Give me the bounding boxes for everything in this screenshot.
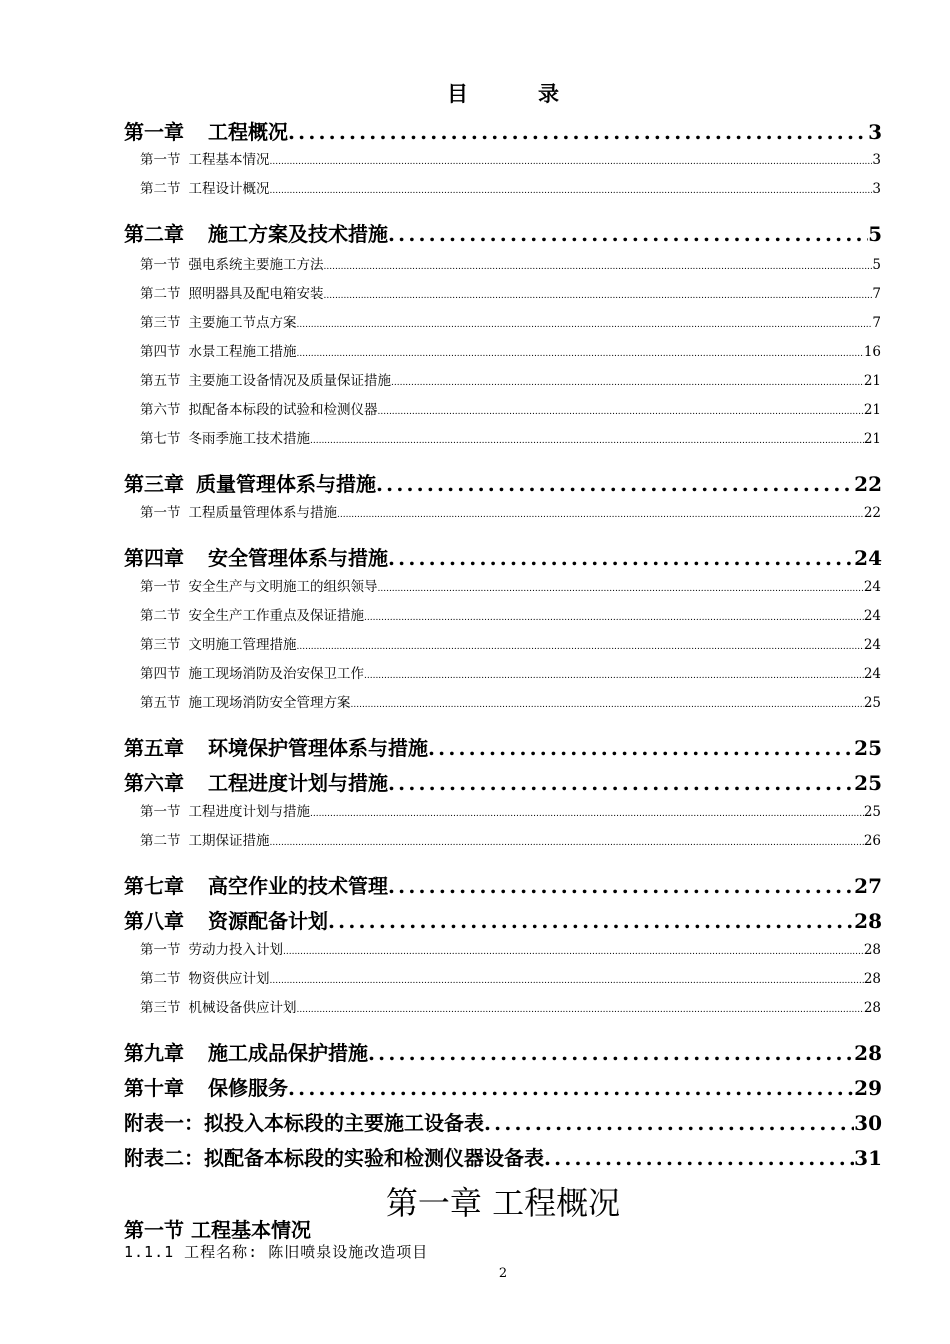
toc-leader-dots — [270, 157, 873, 167]
toc-entry-text: 拟配备本标段的实验和检测仪器设备表 — [204, 1146, 544, 1170]
toc-page-number: 25 — [863, 804, 881, 820]
toc-entry-number: 第三节 — [140, 315, 181, 331]
toc-entry-title — [124, 870, 388, 898]
toc-entry-title — [140, 501, 337, 521]
toc-title — [0, 78, 950, 108]
toc-page-number: 28 — [863, 971, 881, 987]
toc-entry-text: 冬雨季施工技术措施 — [188, 431, 310, 447]
toc-entry-text: 工程进度计划与措施 — [188, 804, 310, 820]
toc-entry-text: 工程基本情况 — [188, 152, 270, 168]
toc-entry-number: 第七章 — [124, 874, 184, 898]
toc-chapter-entry[interactable] — [124, 1072, 882, 1100]
project-name-paragraph: 1.1.1 工程名称: 陈旧喷泉设施改造项目 — [124, 1243, 429, 1261]
toc-entry-number: 第五节 — [140, 695, 181, 711]
toc-page-number: 16 — [863, 344, 881, 360]
toc-entry-number: 第二节 — [140, 971, 181, 987]
toc-entry-text: 环境保护管理体系与措施 — [208, 736, 428, 760]
toc-section-entry[interactable] — [140, 829, 881, 849]
page-number: 2 — [498, 1266, 508, 1281]
toc-leader-dots — [270, 186, 873, 196]
toc-page-number: 24 — [863, 579, 881, 595]
toc-leader-dots — [368, 1041, 854, 1065]
toc-leader-dots — [388, 771, 854, 795]
toc-chapter-entry[interactable] — [124, 905, 882, 933]
toc-leader-dots — [376, 472, 854, 496]
toc-entry-text: 物资供应计划 — [188, 971, 270, 987]
toc-entry-title — [140, 938, 283, 958]
toc-entry-title — [140, 604, 364, 624]
toc-entry-text: 机械设备供应计划 — [188, 1000, 297, 1016]
toc-entry-title — [140, 800, 310, 820]
toc-entry-title — [124, 1072, 288, 1100]
toc-entry-text: 照明器具及配电箱安装 — [188, 286, 324, 302]
toc-section-entry[interactable] — [140, 369, 881, 389]
toc-leader-dots — [283, 947, 864, 957]
toc-entry-title — [140, 311, 297, 331]
toc-section-entry[interactable] — [140, 501, 881, 521]
toc-leader-dots — [388, 546, 854, 570]
toc-entry-title — [124, 1037, 368, 1065]
toc-page-number: 7 — [872, 315, 881, 331]
toc-section-entry[interactable] — [140, 253, 881, 273]
toc-entry-title — [140, 282, 324, 302]
section-heading: 第一节 工程基本情况 — [124, 1218, 311, 1242]
toc-entry-text: 资源配备计划 — [208, 909, 328, 933]
toc-chapter-entry[interactable] — [124, 116, 882, 144]
toc-chapter-entry[interactable] — [124, 218, 882, 246]
toc-entry-title — [140, 691, 351, 711]
toc-entry-number: 第一节 — [140, 942, 181, 958]
toc-entry-text: 水景工程施工措施 — [188, 344, 297, 360]
toc-page-number: 5 — [872, 257, 881, 273]
toc-chapter-entry[interactable] — [124, 732, 882, 760]
toc-entry-number: 第一章 — [124, 120, 184, 144]
toc-entry-title — [140, 253, 324, 273]
toc-leader-dots — [364, 671, 864, 681]
toc-section-entry[interactable] — [140, 177, 881, 197]
toc-entry-number: 第一节 — [140, 804, 181, 820]
toc-entry-text: 工程进度计划与措施 — [208, 771, 388, 795]
toc-entry-title — [124, 116, 288, 144]
toc-section-entry[interactable] — [140, 691, 881, 711]
toc-entry-number: 第五节 — [140, 373, 181, 389]
toc-entry-text: 拟配备本标段的试验和检测仪器 — [188, 402, 378, 418]
toc-entry-number: 第四节 — [140, 344, 181, 360]
toc-entry-title — [140, 967, 270, 987]
toc-entry-title — [124, 468, 376, 496]
toc-leader-dots — [297, 349, 864, 359]
toc-entry-text: 高空作业的技术管理 — [208, 874, 388, 898]
toc-entry-number: 第十章 — [124, 1076, 184, 1100]
toc-entry-title — [124, 542, 388, 570]
toc-leader-dots — [388, 874, 854, 898]
toc-entry-number: 附表二： — [124, 1146, 204, 1170]
toc-section-entry[interactable] — [140, 662, 881, 682]
toc-entry-text: 施工现场消防安全管理方案 — [188, 695, 351, 711]
toc-entry-text: 工程质量管理体系与措施 — [188, 505, 337, 521]
toc-entry-number: 第五章 — [124, 736, 184, 760]
toc-leader-dots — [328, 909, 854, 933]
toc-page-number: 25 — [863, 695, 881, 711]
toc-entry-number: 第九章 — [124, 1041, 184, 1065]
toc-page-number: 27 — [854, 874, 882, 898]
toc-leader-dots — [270, 838, 864, 848]
toc-chapter-entry[interactable] — [124, 1037, 882, 1065]
toc-entry-title — [140, 340, 297, 360]
toc-section-entry[interactable] — [140, 148, 881, 168]
toc-title-part-2: 录 — [538, 81, 559, 106]
toc-entry-number: 第六节 — [140, 402, 181, 418]
toc-page-number: 22 — [854, 472, 882, 496]
toc-entry-title — [124, 905, 328, 933]
toc-entry-number: 第二节 — [140, 286, 181, 302]
toc-entry-title — [140, 662, 364, 682]
toc-page-number: 28 — [863, 942, 881, 958]
toc-entry-text: 保修服务 — [208, 1076, 288, 1100]
toc-entry-text: 工程设计概况 — [188, 181, 270, 197]
toc-chapter-entry[interactable] — [124, 468, 882, 496]
toc-section-entry[interactable] — [140, 938, 881, 958]
toc-chapter-entry[interactable] — [124, 542, 882, 570]
toc-entry-number: 第二节 — [140, 608, 181, 624]
toc-entry-title — [140, 633, 297, 653]
toc-leader-dots — [297, 1005, 864, 1015]
toc-leader-dots — [391, 378, 864, 388]
toc-entry-number: 第二节 — [140, 181, 181, 197]
toc-page-number: 21 — [863, 402, 881, 418]
toc-section-entry[interactable] — [140, 633, 881, 653]
toc-entry-text: 拟投入本标段的主要施工设备表 — [204, 1111, 484, 1135]
toc-entry-text: 文明施工管理措施 — [188, 637, 297, 653]
toc-page-number: 25 — [854, 771, 882, 795]
toc-page-number: 24 — [854, 546, 882, 570]
toc-page-number: 22 — [863, 505, 881, 521]
toc-leader-dots — [364, 613, 864, 623]
toc-leader-dots — [297, 642, 864, 652]
toc-page-number: 3 — [872, 152, 881, 168]
toc-leader-dots — [324, 291, 873, 301]
toc-entry-text: 施工方案及技术措施 — [208, 222, 388, 246]
toc-entry-number: 第三节 — [140, 1000, 181, 1016]
chapter-heading: 第一章 工程概况 — [385, 1184, 621, 1222]
toc-leader-dots — [288, 120, 868, 144]
toc-entry-text: 安全管理体系与措施 — [208, 546, 388, 570]
toc-page-number: 30 — [854, 1111, 882, 1135]
toc-entry-number: 第二章 — [124, 222, 184, 246]
toc-entry-title — [124, 1142, 544, 1170]
toc-chapter-entry[interactable] — [124, 767, 882, 795]
toc-entry-text: 主要施工设备情况及质量保证措施 — [188, 373, 391, 389]
toc-page-number: 5 — [868, 222, 882, 246]
toc-entry-text: 工期保证措施 — [188, 833, 270, 849]
toc-entry-number: 第一节 — [140, 257, 181, 273]
toc-entry-number: 第四节 — [140, 666, 181, 682]
toc-chapter-entry[interactable] — [124, 1142, 882, 1170]
toc-title-part-1: 目 — [447, 81, 468, 106]
toc-page-number: 25 — [854, 736, 882, 760]
toc-entry-title — [124, 218, 388, 246]
toc-entry-number: 附表一： — [124, 1111, 204, 1135]
toc-section-entry[interactable] — [140, 398, 881, 418]
toc-section-entry[interactable] — [140, 311, 881, 331]
toc-page-number: 28 — [854, 1041, 882, 1065]
toc-leader-dots — [324, 262, 873, 272]
toc-section-entry[interactable] — [140, 282, 881, 302]
toc-section-entry[interactable] — [140, 967, 881, 987]
toc-entry-text: 安全生产与文明施工的组织领导 — [188, 579, 378, 595]
toc-entry-number: 第七节 — [140, 431, 181, 447]
toc-entry-title — [140, 427, 310, 447]
toc-page-number: 26 — [863, 833, 881, 849]
toc-entry-text: 质量管理体系与措施 — [196, 472, 376, 496]
toc-page-number: 7 — [872, 286, 881, 302]
toc-leader-dots — [337, 510, 864, 520]
toc-section-entry[interactable] — [140, 575, 881, 595]
toc-entry-text: 强电系统主要施工方法 — [188, 257, 324, 273]
toc-entry-number: 第三章 — [124, 472, 184, 496]
toc-page-number: 24 — [863, 637, 881, 653]
toc-section-entry[interactable] — [140, 427, 881, 447]
toc-page-number: 21 — [863, 373, 881, 389]
toc-entry-title — [140, 575, 378, 595]
toc-entry-text: 主要施工节点方案 — [188, 315, 297, 331]
toc-section-entry[interactable] — [140, 996, 881, 1016]
toc-page-number: 3 — [868, 120, 882, 144]
toc-leader-dots — [388, 222, 868, 246]
toc-page-number: 31 — [854, 1146, 882, 1170]
toc-entry-number: 第四章 — [124, 546, 184, 570]
toc-entry-title — [140, 829, 270, 849]
toc-section-entry[interactable] — [140, 800, 881, 820]
toc-leader-dots — [288, 1076, 854, 1100]
toc-entry-number: 第八章 — [124, 909, 184, 933]
toc-leader-dots — [544, 1146, 854, 1170]
toc-entry-text: 施工成品保护措施 — [208, 1041, 368, 1065]
toc-entry-number: 第六章 — [124, 771, 184, 795]
toc-leader-dots — [310, 809, 864, 819]
toc-entry-number: 第三节 — [140, 637, 181, 653]
toc-leader-dots — [270, 976, 864, 986]
toc-leader-dots — [310, 436, 864, 446]
toc-page-number: 21 — [863, 431, 881, 447]
toc-entry-title — [140, 177, 270, 197]
toc-entry-text: 施工现场消防及治安保卫工作 — [188, 666, 364, 682]
toc-section-entry[interactable] — [140, 604, 881, 624]
toc-entry-number: 第二节 — [140, 833, 181, 849]
toc-entry-number: 第一节 — [140, 505, 181, 521]
toc-leader-dots — [484, 1111, 854, 1135]
toc-leader-dots — [428, 736, 854, 760]
toc-entry-text: 工程概况 — [208, 120, 288, 144]
toc-page-number: 24 — [863, 666, 881, 682]
toc-section-entry[interactable] — [140, 340, 881, 360]
toc-entry-title — [124, 1107, 484, 1135]
toc-entry-number: 第一节 — [140, 152, 181, 168]
toc-leader-dots — [297, 320, 873, 330]
toc-entry-title — [140, 996, 297, 1016]
toc-entry-title — [140, 148, 270, 168]
toc-entry-title — [124, 767, 388, 795]
toc-chapter-entry[interactable] — [124, 870, 882, 898]
toc-entry-text: 安全生产工作重点及保证措施 — [188, 608, 364, 624]
toc-entry-title — [140, 369, 391, 389]
toc-leader-dots — [378, 584, 864, 594]
toc-entry-number: 第一节 — [140, 579, 181, 595]
toc-page-number: 3 — [872, 181, 881, 197]
toc-entry-title — [124, 732, 428, 760]
toc-entry-title — [140, 398, 378, 418]
toc-entry-text: 劳动力投入计划 — [188, 942, 283, 958]
toc-leader-dots — [351, 700, 864, 710]
toc-page-number: 28 — [854, 909, 882, 933]
toc-chapter-entry[interactable] — [124, 1107, 882, 1135]
toc-page-number: 24 — [863, 608, 881, 624]
toc-page-number: 28 — [863, 1000, 881, 1016]
toc-page-number: 29 — [854, 1076, 882, 1100]
toc-leader-dots — [378, 407, 864, 417]
